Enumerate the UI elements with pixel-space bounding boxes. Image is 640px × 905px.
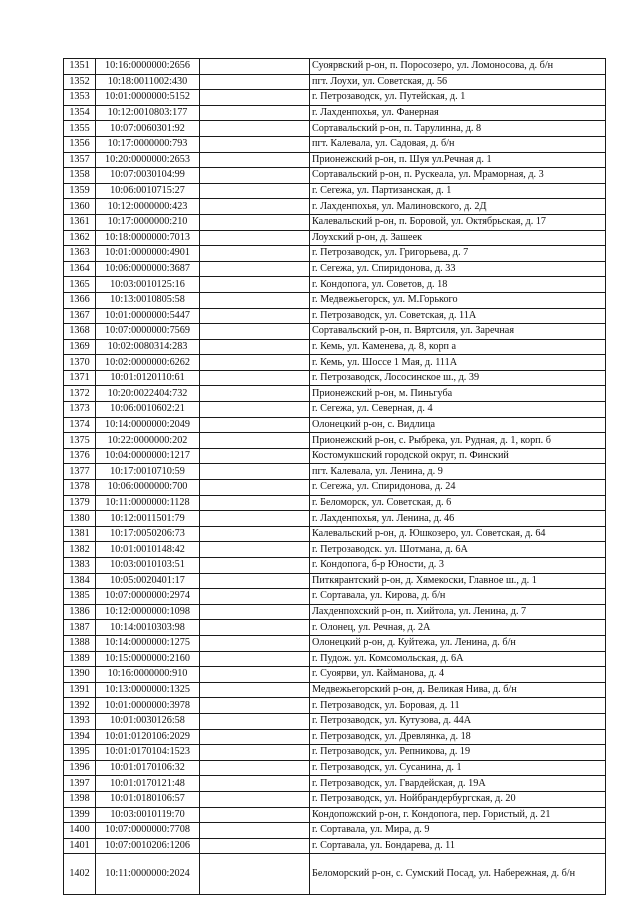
row-number-cell: 1369 — [64, 339, 96, 355]
cadastral-number-cell: 10:14:0010303:98 — [96, 620, 200, 636]
cadastral-number-cell: 10:17:0000000:210 — [96, 214, 200, 230]
empty-cell — [200, 448, 310, 464]
empty-cell — [200, 355, 310, 371]
row-number-cell: 1355 — [64, 121, 96, 137]
table-row — [64, 308, 606, 324]
empty-cell — [200, 339, 310, 355]
address-cell: г. Петрозаводск, ул. Путейская, д. 1 — [310, 90, 606, 106]
empty-cell — [200, 417, 310, 433]
address-cell: г. Лахденпохья, ул. Фанерная — [310, 105, 606, 121]
cadastral-number-cell: 10:20:0022404:732 — [96, 386, 200, 402]
row-number-cell: 1378 — [64, 480, 96, 496]
table-row — [64, 620, 606, 636]
empty-cell — [200, 433, 310, 449]
cadastral-number-cell: 10:01:0000000:3978 — [96, 698, 200, 714]
empty-cell — [200, 292, 310, 308]
row-number-cell: 1375 — [64, 433, 96, 449]
row-number-cell: 1370 — [64, 355, 96, 371]
cadastral-number-cell: 10:20:0000000:2653 — [96, 152, 200, 168]
address-cell: г. Сегежа, ул. Партизанская, д. 1 — [310, 183, 606, 199]
address-cell: г. Петрозаводск, ул. Советская, д. 11А — [310, 308, 606, 324]
cadastral-number-cell: 10:07:0000000:2974 — [96, 589, 200, 605]
row-number-cell: 1399 — [64, 807, 96, 823]
empty-cell — [200, 635, 310, 651]
cadastral-number-cell: 10:11:0000000:1128 — [96, 495, 200, 511]
cadastral-number-cell: 10:03:0010103:51 — [96, 558, 200, 574]
address-cell: г. Петрозаводск. ул. Шотмана, д. 6А — [310, 542, 606, 558]
address-cell: г. Сортавала, ул. Мира, д. 9 — [310, 823, 606, 839]
empty-cell — [200, 495, 310, 511]
table-row — [64, 807, 606, 823]
empty-cell — [200, 791, 310, 807]
cadastral-number-cell: 10:01:0000000:5447 — [96, 308, 200, 324]
table-row — [64, 542, 606, 558]
cadastral-number-cell: 10:01:0170106:32 — [96, 760, 200, 776]
cadastral-number-cell: 10:07:0000000:7708 — [96, 823, 200, 839]
empty-cell — [200, 214, 310, 230]
empty-cell — [200, 246, 310, 262]
empty-cell — [200, 667, 310, 683]
address-cell: г. Кондопога, б-р Юности, д. 3 — [310, 558, 606, 574]
row-number-cell: 1377 — [64, 464, 96, 480]
address-cell: г. Кемь, ул. Каменева, д. 8, корп а — [310, 339, 606, 355]
address-cell: г. Медвежьегорск, ул. М.Горького — [310, 292, 606, 308]
cadastral-number-cell: 10:11:0000000:2024 — [96, 854, 200, 895]
row-number-cell: 1372 — [64, 386, 96, 402]
table-row — [64, 573, 606, 589]
address-cell: Беломорский р-он, с. Сумский Посад, ул. Набережная, д. б/н — [310, 854, 606, 895]
table-row — [64, 604, 606, 620]
empty-cell — [200, 90, 310, 106]
empty-cell — [200, 573, 310, 589]
address-cell: пгт. Калевала, ул. Садовая, д. б/н — [310, 136, 606, 152]
row-number-cell: 1361 — [64, 214, 96, 230]
address-cell: Питкярантский р-он, д. Хямекоски, Главное ш., д. 1 — [310, 573, 606, 589]
row-number-cell: 1356 — [64, 136, 96, 152]
address-cell: г. Петрозаводск, ул. Григорьева, д. 7 — [310, 246, 606, 262]
empty-cell — [200, 402, 310, 418]
table-row — [64, 355, 606, 371]
cadastral-number-cell: 10:07:0010206:1206 — [96, 838, 200, 854]
table-row — [64, 635, 606, 651]
address-cell: Сортавальский р-он, п. Вяртсиля, ул. Заречная — [310, 324, 606, 340]
table-row — [64, 199, 606, 215]
address-cell: г. Петрозаводск, ул. Нойбрандербургская, д. 20 — [310, 791, 606, 807]
row-number-cell: 1393 — [64, 713, 96, 729]
empty-cell — [200, 745, 310, 761]
empty-cell — [200, 558, 310, 574]
address-cell: Сортавальский р-он, п. Тарулинна, д. 8 — [310, 121, 606, 137]
address-cell: г. Сортавала, ул. Бондарева, д. 11 — [310, 838, 606, 854]
table-row — [64, 776, 606, 792]
cadastral-number-cell: 10:22:0000000:202 — [96, 433, 200, 449]
cadastral-number-cell: 10:01:0170121:48 — [96, 776, 200, 792]
cadastral-number-cell: 10:04:0000000:1217 — [96, 448, 200, 464]
row-number-cell: 1385 — [64, 589, 96, 605]
empty-cell — [200, 651, 310, 667]
table-row — [64, 152, 606, 168]
address-cell: Сортавальский р-он, п. Рускеала, ул. Мраморная, д. 3 — [310, 168, 606, 184]
address-cell: г. Лахденпохья, ул. Малиновского, д. 2Д — [310, 199, 606, 215]
address-cell: г. Суоярви, ул. Кайманова, д. 4 — [310, 667, 606, 683]
row-number-cell: 1396 — [64, 760, 96, 776]
empty-cell — [200, 729, 310, 745]
cadastral-number-cell: 10:01:0000000:5152 — [96, 90, 200, 106]
registry-body — [64, 59, 606, 895]
row-number-cell: 1383 — [64, 558, 96, 574]
row-number-cell: 1402 — [64, 854, 96, 895]
empty-cell — [200, 480, 310, 496]
table-row — [64, 651, 606, 667]
row-number-cell: 1362 — [64, 230, 96, 246]
empty-cell — [200, 152, 310, 168]
table-row — [64, 745, 606, 761]
cadastral-number-cell: 10:06:0010602:21 — [96, 402, 200, 418]
address-cell: г. Пудож. ул. Комсомольская, д. 6А — [310, 651, 606, 667]
row-number-cell: 1351 — [64, 59, 96, 75]
table-row — [64, 370, 606, 386]
empty-cell — [200, 261, 310, 277]
empty-cell — [200, 74, 310, 90]
cadastral-number-cell: 10:12:0011501:79 — [96, 511, 200, 527]
cadastral-number-cell: 10:07:0030104:99 — [96, 168, 200, 184]
address-cell: Кондопожский р-он, г. Кондопога, пер. Гористый, д. 21 — [310, 807, 606, 823]
row-number-cell: 1387 — [64, 620, 96, 636]
row-number-cell: 1373 — [64, 402, 96, 418]
cadastral-number-cell: 10:03:0010125:16 — [96, 277, 200, 293]
property-registry-table — [63, 58, 606, 895]
cadastral-number-cell: 10:12:0010803:177 — [96, 105, 200, 121]
empty-cell — [200, 277, 310, 293]
address-cell: Олонецкий р-он, с. Видлица — [310, 417, 606, 433]
cadastral-number-cell: 10:17:0050206:73 — [96, 526, 200, 542]
table-row — [64, 402, 606, 418]
row-number-cell: 1367 — [64, 308, 96, 324]
table-row — [64, 324, 606, 340]
cadastral-number-cell: 10:16:0000000:910 — [96, 667, 200, 683]
cadastral-number-cell: 10:01:0180106:57 — [96, 791, 200, 807]
address-cell: Прионежский р-он, с. Рыбрека, ул. Рудная, д. 1, корп. б — [310, 433, 606, 449]
address-cell: Суоярвский р-он, п. Поросозеро, ул. Ломоносова, д. б/н — [310, 59, 606, 75]
empty-cell — [200, 682, 310, 698]
empty-cell — [200, 121, 310, 137]
table-row — [64, 495, 606, 511]
address-cell: г. Сегежа, ул. Спиридонова, д. 33 — [310, 261, 606, 277]
empty-cell — [200, 838, 310, 854]
row-number-cell: 1368 — [64, 324, 96, 340]
table-row — [64, 277, 606, 293]
empty-cell — [200, 105, 310, 121]
cadastral-number-cell: 10:15:0000000:2160 — [96, 651, 200, 667]
cadastral-number-cell: 10:14:0000000:2049 — [96, 417, 200, 433]
cadastral-number-cell: 10:12:0000000:1098 — [96, 604, 200, 620]
address-cell: г. Олонец, ул. Речная, д. 2А — [310, 620, 606, 636]
row-number-cell: 1382 — [64, 542, 96, 558]
empty-cell — [200, 168, 310, 184]
row-number-cell: 1364 — [64, 261, 96, 277]
table-row — [64, 386, 606, 402]
row-number-cell: 1358 — [64, 168, 96, 184]
table-row — [64, 713, 606, 729]
row-number-cell: 1389 — [64, 651, 96, 667]
table-row — [64, 214, 606, 230]
cadastral-number-cell: 10:06:0000000:3687 — [96, 261, 200, 277]
empty-cell — [200, 620, 310, 636]
empty-cell — [200, 308, 310, 324]
row-number-cell: 1354 — [64, 105, 96, 121]
table-row — [64, 339, 606, 355]
row-number-cell: 1366 — [64, 292, 96, 308]
cadastral-number-cell: 10:18:0000000:7013 — [96, 230, 200, 246]
empty-cell — [200, 324, 310, 340]
cadastral-number-cell: 10:18:0011002:430 — [96, 74, 200, 90]
empty-cell — [200, 199, 310, 215]
cadastral-number-cell: 10:13:0010805:58 — [96, 292, 200, 308]
address-cell: Олонецкий р-он, д. Куйтежа, ул. Ленина, д. б/н — [310, 635, 606, 651]
table-row — [64, 698, 606, 714]
table-row — [64, 74, 606, 90]
table-row — [64, 105, 606, 121]
empty-cell — [200, 589, 310, 605]
cadastral-number-cell: 10:07:0000000:7569 — [96, 324, 200, 340]
table-row — [64, 589, 606, 605]
address-cell: г. Кондопога, ул. Советов, д. 18 — [310, 277, 606, 293]
address-cell: г. Лахденпохья, ул. Ленина, д. 46 — [310, 511, 606, 527]
table-row — [64, 526, 606, 542]
address-cell: г. Кемь, ул. Шоссе 1 Мая, д. 111А — [310, 355, 606, 371]
row-number-cell: 1360 — [64, 199, 96, 215]
empty-cell — [200, 370, 310, 386]
cadastral-number-cell: 10:02:0000000:6262 — [96, 355, 200, 371]
empty-cell — [200, 807, 310, 823]
cadastral-number-cell: 10:03:0010119:70 — [96, 807, 200, 823]
row-number-cell: 1359 — [64, 183, 96, 199]
row-number-cell: 1379 — [64, 495, 96, 511]
address-cell: г. Петрозаводск, Лососинское ш., д. 39 — [310, 370, 606, 386]
address-cell: г. Петрозаводск, ул. Репникова, д. 19 — [310, 745, 606, 761]
table-row — [64, 464, 606, 480]
table-row — [64, 168, 606, 184]
table-row — [64, 760, 606, 776]
cadastral-number-cell: 10:01:0120106:2029 — [96, 729, 200, 745]
row-number-cell: 1391 — [64, 682, 96, 698]
address-cell: г. Петрозаводск, ул. Сусанина, д. 1 — [310, 760, 606, 776]
row-number-cell: 1352 — [64, 74, 96, 90]
row-number-cell: 1363 — [64, 246, 96, 262]
row-number-cell: 1398 — [64, 791, 96, 807]
cadastral-number-cell: 10:17:0000000:793 — [96, 136, 200, 152]
empty-cell — [200, 526, 310, 542]
address-cell: Калевальский р-он, п. Боровой, ул. Октябрьская, д. 17 — [310, 214, 606, 230]
empty-cell — [200, 776, 310, 792]
address-cell: г. Сегежа, ул. Спиридонова, д. 24 — [310, 480, 606, 496]
table-row — [64, 230, 606, 246]
cadastral-number-cell: 10:01:0120110:61 — [96, 370, 200, 386]
empty-cell — [200, 183, 310, 199]
row-number-cell: 1376 — [64, 448, 96, 464]
empty-cell — [200, 604, 310, 620]
row-number-cell: 1394 — [64, 729, 96, 745]
empty-cell — [200, 760, 310, 776]
row-number-cell: 1384 — [64, 573, 96, 589]
cadastral-number-cell: 10:02:0080314:283 — [96, 339, 200, 355]
row-number-cell: 1365 — [64, 277, 96, 293]
table-row — [64, 729, 606, 745]
empty-cell — [200, 136, 310, 152]
cadastral-number-cell: 10:14:0000000:1275 — [96, 635, 200, 651]
table-row — [64, 448, 606, 464]
row-number-cell: 1371 — [64, 370, 96, 386]
row-number-cell: 1392 — [64, 698, 96, 714]
table-row — [64, 838, 606, 854]
row-number-cell: 1374 — [64, 417, 96, 433]
table-row — [64, 667, 606, 683]
table-row — [64, 682, 606, 698]
cadastral-number-cell: 10:05:0020401:17 — [96, 573, 200, 589]
address-cell: г. Сортавала, ул. Кирова, д. б/н — [310, 589, 606, 605]
table-row — [64, 59, 606, 75]
table-row — [64, 261, 606, 277]
table-row — [64, 121, 606, 137]
table-row — [64, 558, 606, 574]
table-row — [64, 90, 606, 106]
row-number-cell: 1388 — [64, 635, 96, 651]
address-cell: г. Петрозаводск, ул. Кутузова, д. 44А — [310, 713, 606, 729]
address-cell: Прионежский р-он, м. Пиньгуба — [310, 386, 606, 402]
empty-cell — [200, 542, 310, 558]
empty-cell — [200, 230, 310, 246]
cadastral-number-cell: 10:07:0060301:92 — [96, 121, 200, 137]
address-cell: пгт. Калевала, ул. Ленина, д. 9 — [310, 464, 606, 480]
cadastral-number-cell: 10:01:0010148:42 — [96, 542, 200, 558]
cadastral-number-cell: 10:01:0170104:1523 — [96, 745, 200, 761]
table-row — [64, 183, 606, 199]
cadastral-number-cell: 10:16:0000000:2656 — [96, 59, 200, 75]
cadastral-number-cell: 10:12:0000000:423 — [96, 199, 200, 215]
cadastral-number-cell: 10:01:0030126:58 — [96, 713, 200, 729]
address-cell: Прионежский р-он, п. Шуя ул.Речная д. 1 — [310, 152, 606, 168]
row-number-cell: 1357 — [64, 152, 96, 168]
table-row — [64, 480, 606, 496]
row-number-cell: 1386 — [64, 604, 96, 620]
table-row — [64, 136, 606, 152]
table-row — [64, 292, 606, 308]
empty-cell — [200, 698, 310, 714]
table-row — [64, 433, 606, 449]
cadastral-number-cell: 10:13:0000000:1325 — [96, 682, 200, 698]
address-cell: пгт. Лоухи, ул. Советская, д. 56 — [310, 74, 606, 90]
cadastral-number-cell: 10:06:0000000:700 — [96, 480, 200, 496]
row-number-cell: 1380 — [64, 511, 96, 527]
empty-cell — [200, 854, 310, 895]
address-cell: г. Петрозаводск, ул. Гвардейская, д. 19А — [310, 776, 606, 792]
cadastral-number-cell: 10:01:0000000:4901 — [96, 246, 200, 262]
address-cell: г. Беломорск, ул. Советская, д. 6 — [310, 495, 606, 511]
row-number-cell: 1401 — [64, 838, 96, 854]
row-number-cell: 1400 — [64, 823, 96, 839]
empty-cell — [200, 59, 310, 75]
empty-cell — [200, 511, 310, 527]
row-number-cell: 1390 — [64, 667, 96, 683]
table-row — [64, 791, 606, 807]
table-row — [64, 417, 606, 433]
address-cell: г. Петрозаводск, ул. Боровая, д. 11 — [310, 698, 606, 714]
row-number-cell: 1397 — [64, 776, 96, 792]
address-cell: Костомукшский городской округ, п. Финский — [310, 448, 606, 464]
cadastral-number-cell: 10:06:0010715:27 — [96, 183, 200, 199]
address-cell: г. Петрозаводск, ул. Древлянка, д. 18 — [310, 729, 606, 745]
row-number-cell: 1381 — [64, 526, 96, 542]
address-cell: г. Сегежа, ул. Северная, д. 4 — [310, 402, 606, 418]
address-cell: Лоухский р-он, д. Зашеек — [310, 230, 606, 246]
empty-cell — [200, 386, 310, 402]
table-row — [64, 246, 606, 262]
empty-cell — [200, 713, 310, 729]
empty-cell — [200, 823, 310, 839]
table-row — [64, 854, 606, 895]
table-row — [64, 511, 606, 527]
address-cell: Медвежьегорский р-он, д. Великая Нива, д. б/н — [310, 682, 606, 698]
address-cell: Калевальский р-он, д. Юшкозеро, ул. Советская, д. 64 — [310, 526, 606, 542]
row-number-cell: 1353 — [64, 90, 96, 106]
address-cell: Лахденпохский р-он, п. Хийтола, ул. Ленина, д. 7 — [310, 604, 606, 620]
table-row — [64, 823, 606, 839]
row-number-cell: 1395 — [64, 745, 96, 761]
empty-cell — [200, 464, 310, 480]
cadastral-number-cell: 10:17:0010710:59 — [96, 464, 200, 480]
